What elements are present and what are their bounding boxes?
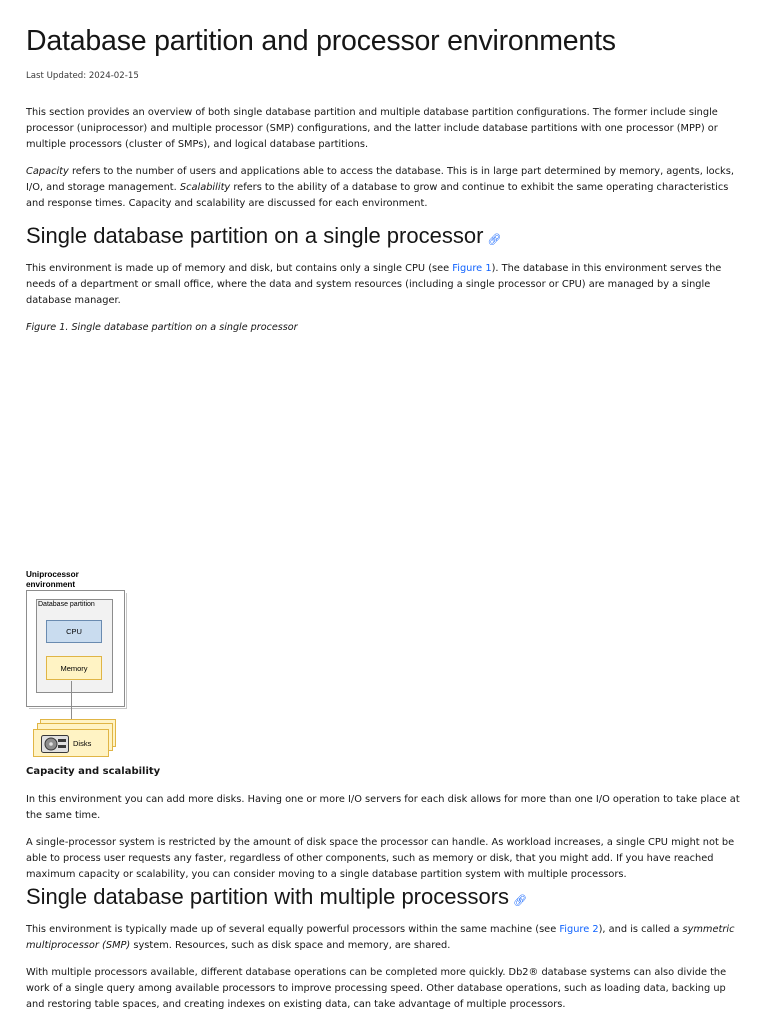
section2-heading bbox=[26, 884, 527, 910]
section1-heading-text: Single database partition on a single processor bbox=[26, 223, 484, 248]
scalability-text: refers to the ability of a database to grow and continue to exhibit the same operating characteristics and response times. Capacity and scalability are discussed for each environment. bbox=[26, 182, 729, 209]
last-updated: Last Updated: 2024-02-15 bbox=[26, 71, 139, 81]
section1-capacity-paragraph: In this environment you can add more disks. Having one or more I/O servers for each disk allows for more than one I/O operation to take place at the same time. bbox=[26, 794, 740, 821]
figure1-caption: Figure 1. Single database partition on a single processor bbox=[26, 322, 298, 333]
link-icon[interactable]: 🔗︎ bbox=[487, 234, 502, 246]
cpu-box bbox=[46, 620, 102, 643]
section1-text-after: ). The database in this environment serves the needs of a department or small office, where the data and system resources (including a single processor or CPU) are managed by a single database manager. bbox=[26, 263, 722, 306]
section1-paragraph bbox=[26, 261, 744, 309]
section2-text-after: system. Resources, such as disk space and memory, are shared. bbox=[130, 940, 451, 951]
database-partition-label: Database partition bbox=[38, 601, 95, 608]
section2-paragraph bbox=[26, 922, 744, 954]
section1-text-before: This environment is made up of memory and disk, but contains only a single CPU (see bbox=[26, 263, 453, 274]
section2-text-before: This environment is typically made up of several equally powerful processors within the same machine (see bbox=[26, 924, 560, 935]
memory-label: Memory bbox=[60, 663, 88, 673]
memory-box bbox=[46, 656, 102, 680]
link-icon[interactable]: 🔗︎ bbox=[513, 895, 528, 907]
section1-heading bbox=[26, 223, 501, 249]
diagram-title-line2: environment bbox=[26, 579, 76, 589]
section1-restriction-paragraph: A single-processor system is restricted by the amount of disk space the processor can handle. As workload increases, a single CPU might not be able to process user requests any faster, regardless of other components, such as memory or disk, that you might add. If you have reached maximum capacity or scalability, you can consider moving to a single database partition system with multiple processors. bbox=[26, 837, 735, 880]
intro-paragraph: This section provides an overview of both single database partition and multiple database partition configurations. The former include single processor (uniprocessor) and multiple processor (SMP) configurations, and the latter include database partitions with one processor (MPP) or multiple processors (cluster of SMPs), and logical database partitions. bbox=[26, 107, 718, 150]
section2-operations-paragraph: With multiple processors available, different database operations can be completed more quickly. Db2® database systems can also divide the work of a single query among available processors to improve processing speed. Other database operations, such as loading data, backing up and restoring table spaces, and creating indexes on existing data, can take advantage of multiple processors. bbox=[26, 967, 727, 1010]
cpu-label: CPU bbox=[66, 627, 82, 636]
capacity-term: Capacity bbox=[26, 166, 69, 177]
scalability-term: Scalability bbox=[179, 182, 231, 193]
capacity-paragraph bbox=[26, 164, 744, 212]
section2-heading-text: Single database partition with multiple processors bbox=[26, 884, 510, 909]
capacity-scalability-subheading: Capacity and scalability bbox=[26, 766, 161, 777]
capacity-text: refers to the number of users and applications able to access the database. This is in large part determined by memory, agents, locks, I/O, and storage management. bbox=[26, 166, 734, 193]
page-title: Database partition and processor environments bbox=[26, 25, 616, 57]
smp-term: symmetric multiprocessor (SMP) bbox=[26, 924, 735, 951]
disks-label: Disks bbox=[73, 739, 92, 748]
hard-disk-icon bbox=[41, 735, 69, 753]
figure2-link[interactable]: Figure 2 bbox=[559, 924, 599, 935]
diagram-title-line1: Uniprocessor bbox=[26, 570, 79, 579]
figure1-link[interactable]: Figure 1 bbox=[452, 263, 492, 274]
section2-text-middle: ), and is called a bbox=[598, 924, 683, 935]
diagram-title bbox=[26, 570, 79, 589]
